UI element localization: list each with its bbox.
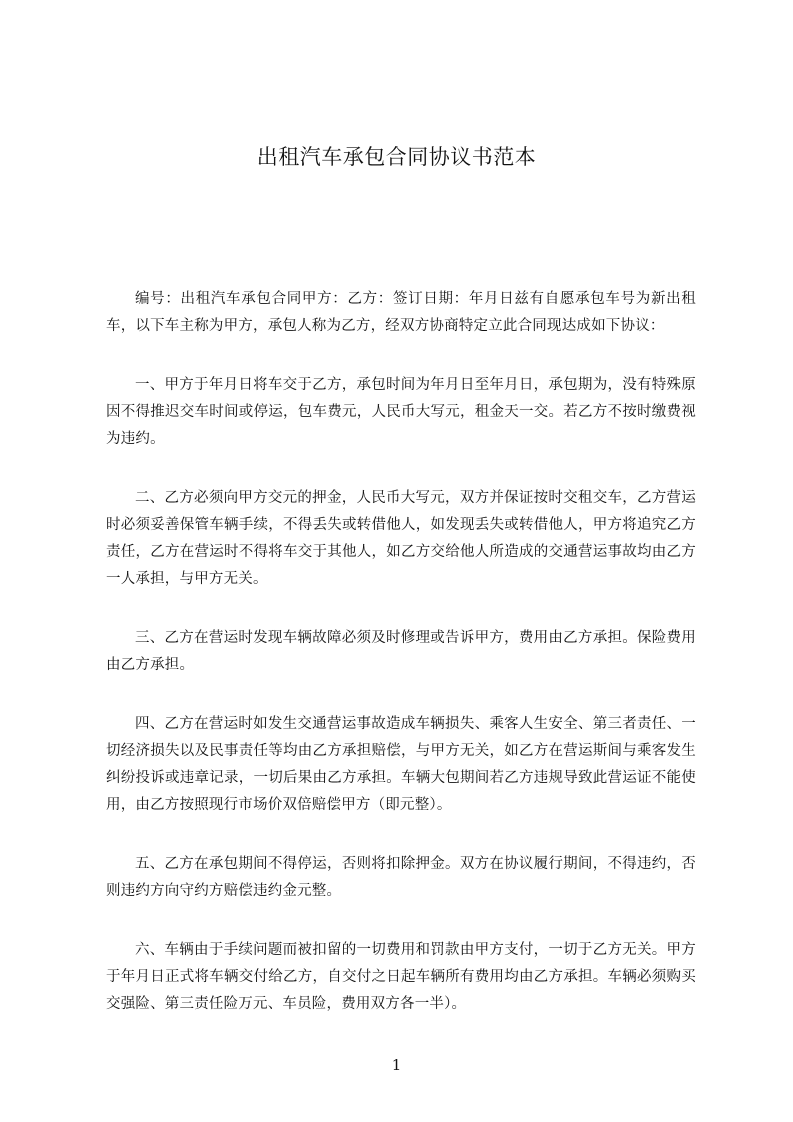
paragraph-clause-6: 六、车辆由于手续问题而被扣留的一切费用和罚款由甲方支付，一切于乙方无关。甲方于年月日正式将车辆交付给乙方，自交付之日起车辆所有费用均由乙方承担。车辆必须购买交强险、第三责任险万元、车员险，费用双方各一半）。: [106, 942, 696, 1012]
paragraph-clause-1: 一、甲方于年月日将车交于乙方，承包时间为年月日至年月日，承包期为，没有特殊原因不得推迟交车时间或停运，包车费元，人民币大写元，租金天一交。若乙方不按时缴费视为违约。: [106, 377, 696, 447]
paragraph-clause-4: 四、乙方在营运时如发生交通营运事故造成车辆损失、乘客人生安全、第三者责任、一切经济损失以及民事责任等均由乙方承担赔偿，与甲方无关，如乙方在营运斯间与乘客发生纠纷投诉或违章记录，一切后果由乙方承担。车辆大包期间若乙方违规导致此营运证不能使用，由乙方按照现行市场价双倍赔偿甲方（即元整）。: [106, 716, 696, 813]
paragraph-clause-2: 二、乙方必须向甲方交元的押金，人民币大写元，双方并保证按时交租交车，乙方营运时必须妥善保管车辆手续，不得丢失或转借他人，如发现丢失或转借他人，甲方将追究乙方责任，乙方在营运时不得将车交于其他人，如乙方交给他人所造成的交通营运事故均由乙方一人承担，与甲方无关。: [106, 490, 696, 587]
paragraph-intro: 编号：出租汽车承包合同甲方：乙方：签订日期：年月日兹有自愿承包车号为新出租车，以下车主称为甲方，承包人称为乙方，经双方协商特定立此合同现达成如下协议：: [106, 291, 696, 334]
paragraph-clause-5: 五、乙方在承包期间不得停运，否则将扣除押金。双方在协议履行期间，不得违约，否则违约方向守约方赔偿违约金元整。: [106, 856, 696, 899]
document-title: 出租汽车承包合同协议书范本: [256, 145, 537, 169]
page-number: 1: [391, 1056, 402, 1074]
document-body: [106, 286, 696, 1050]
paragraph-clause-3: 三、乙方在营运时发现车辆故障必须及时修理或告诉甲方，费用由乙方承担。保险费用由乙方承担。: [106, 630, 696, 673]
